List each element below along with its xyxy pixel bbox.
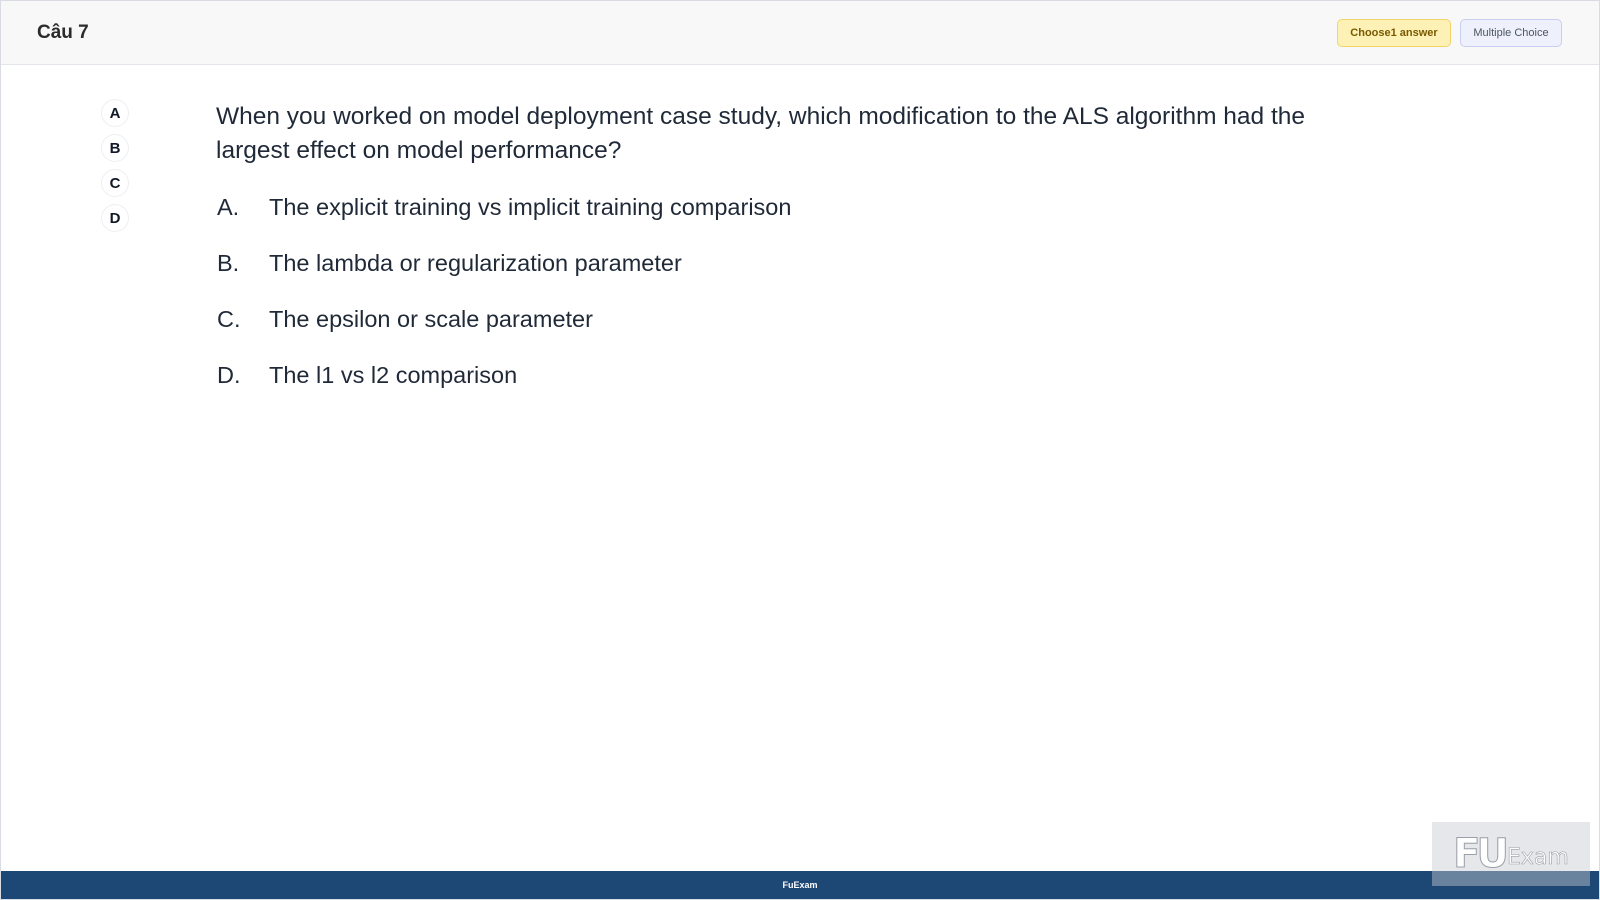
answer-nav-d[interactable]: D bbox=[102, 205, 128, 231]
option-b[interactable] bbox=[217, 246, 1317, 281]
option-letter: A. bbox=[217, 194, 240, 220]
question-number: Câu 7 bbox=[37, 22, 89, 43]
answer-nav-a[interactable]: A bbox=[102, 100, 128, 126]
option-letter: D. bbox=[217, 362, 241, 388]
answer-nav-c[interactable]: C bbox=[102, 170, 128, 196]
option-letter: B. bbox=[217, 250, 240, 276]
choose-answer-badge: Choose1 answer bbox=[1337, 19, 1451, 47]
question-header bbox=[1, 1, 1599, 65]
option-text: The epsilon or scale parameter bbox=[269, 306, 593, 332]
question-text: When you worked on model deployment case study, which modification to the ALS algorithm had the largest effect on model performance? bbox=[216, 103, 1306, 164]
option-text: The l1 vs l2 comparison bbox=[269, 362, 518, 388]
answer-options bbox=[217, 190, 1317, 414]
logo-fu-text: FU bbox=[1453, 831, 1505, 877]
answer-nav-b[interactable]: B bbox=[102, 135, 128, 161]
option-a[interactable] bbox=[217, 190, 1317, 225]
option-letter: C. bbox=[217, 306, 241, 332]
answer-nav bbox=[102, 100, 128, 240]
option-text: The explicit training vs implicit training comparison bbox=[269, 194, 792, 220]
fuexam-logo-watermark bbox=[1432, 822, 1590, 886]
option-text: The lambda or regularization parameter bbox=[269, 250, 682, 276]
option-c[interactable] bbox=[217, 302, 1317, 337]
footer-brand: FuExam bbox=[782, 880, 818, 890]
question-type-badge: Multiple Choice bbox=[1460, 19, 1562, 47]
footer-bar bbox=[1, 871, 1599, 899]
logo-exam-text: Exam bbox=[1506, 844, 1569, 870]
option-d[interactable] bbox=[217, 358, 1317, 393]
